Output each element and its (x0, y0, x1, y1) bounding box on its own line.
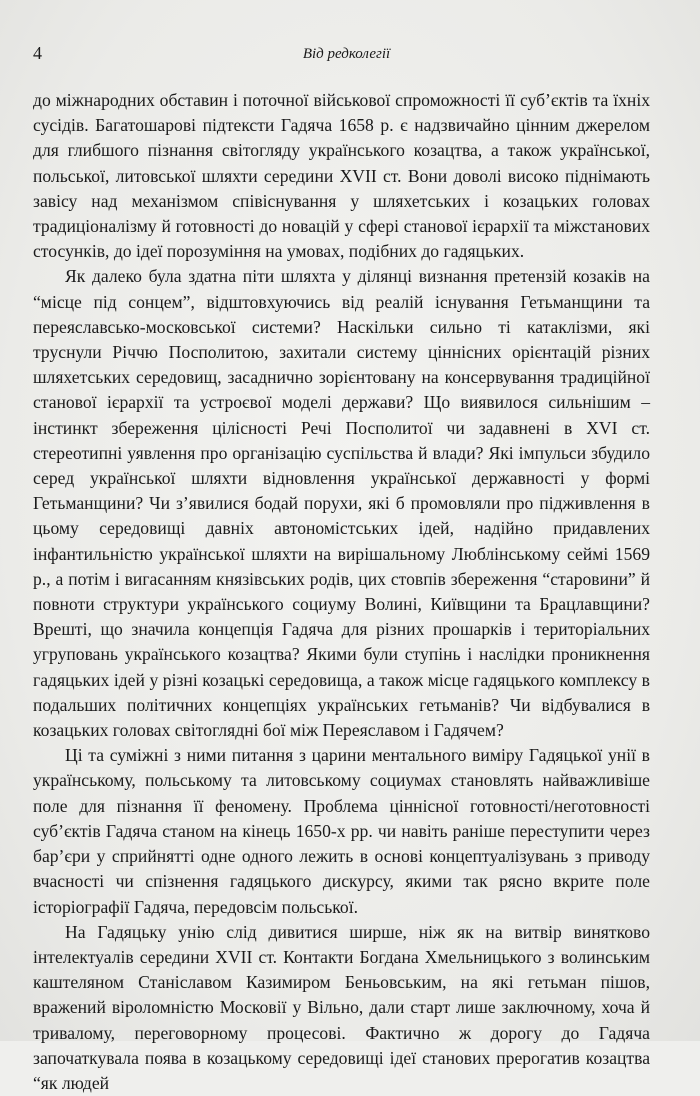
page-header (33, 42, 660, 66)
page-number: 4 (33, 43, 42, 63)
paragraph: до міжнародних обставин і поточної військової спроможності її суб’єктів та їхніх сусідів. Багатошарові підтексти Гадяча 1658 р. є надзвичайно цінним джерелом для глибшого пізнання світогляду українського козацтва, а також української, польської, литовської шляхти середини XVII ст. Вони доволі високо піднімають завісу над механізмом співіснування у шляхетських і козацьких головах традиціоналізму й готовності до новацій у сфері станової ієрархії та міжстанових стосунків, до ідеї порозуміння на умовах, подібних до гадяцьких. (33, 90, 650, 262)
paragraph: На Гадяцьку унію слід дивитися ширше, ніж як на витвір винятково інтелектуалів середини XVII ст. Контакти Богдана Хмельницького з волинським каштеляном Станіславом Казимиром Беньовським, на які гетьман пішов, вражений віроломністю Московії у Вільно, дали старт лише заключному, хоча й тривалому, переговорному процесові. Фактично ж дорогу до Гадяча започаткувала поява в козацькому середовищі ідеї станових прерогатив козацтва “як людей (33, 921, 650, 1093)
body-text (33, 88, 650, 1096)
running-head: Від редколегії (302, 46, 391, 62)
paragraph: Ці та суміжні з ними питання з царини ментального виміру Гадяцької унії в українському, польському та литовському социумах становлять найважливіше поле для пізнання її феномену. Проблема ціннісної готовності/неготовності суб’єктів Гадяча станом на кінець 1650-х рр. чи навіть раніше переступити через бар’єри у сприйнятті одне одного лежить в основі концептуалізувань з приводу вчасності чи спізнення гадяцького дискурсу, якими так рясно вкрите поле історіографії Гадяча, передовсім польської. (33, 745, 650, 917)
paragraph: Як далеко була здатна піти шляхта у ділянці визнання претензій козаків на “місце під сонцем”, відштовхуючись від реалій існування Гетьманщини та переяславсько-московської системи? Наскільки сильно ті катаклізми, які труснули Річчю Посполитою, захитали систему ціннісних орієнтацій різних шляхетських середовищ, засаднично зорієнтовану на консервування традиційної станової ієрархії та устроєвої моделі держави? Що виявилося сильнішим – інстинкт збереження цілісності Речі Посполитої чи задавнені в XVI ст. стереотипні уявлення про організацію суспільства й влади? Які імпульси збудило серед української шляхти відновлення української державності у формі Гетьманщини? Чи з’явилися бодай порухи, які б промовляли про підживлення в цьому середовищі давніх автономістських ідей, надійно придавлених інфантильністю української шляхти на вирішальному Люблінському сеймі 1569 р., а потім і вигасанням князівських родів, цих стовпів збереження “старовини” й повноти структури українського социуму Волині, Київщини та Брацлавщини? Врешті, що значила концепція Гадяча для різних прошарків і територіальних угруповань українського козацтва? Якими були ступінь і наслідки проникнення гадяцьких ідей у різні козацькі середовища, а також місце гадяцького комплексу в подальших політичних концепціях українських гетьманів? Чи відбувалися в козацьких головах світоглядні бої між Переяславом і Гадячем? (33, 266, 650, 741)
